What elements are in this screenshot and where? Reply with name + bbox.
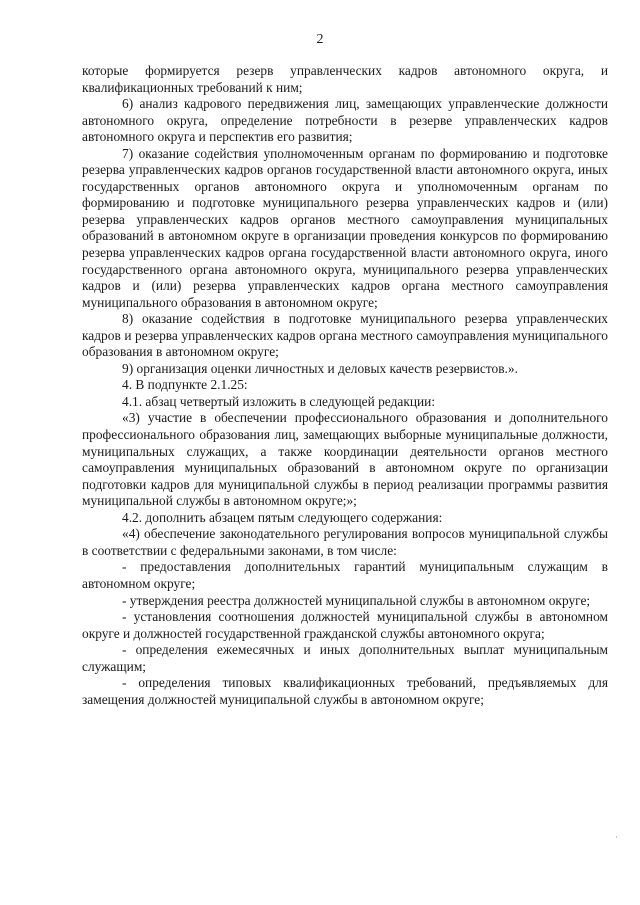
paragraph: 9) организация оценки личностных и деловых качеств резервистов.». — [122, 360, 518, 376]
paragraph: 8) оказание содействия в подготовке муниципального резерва управленческих кадров и резерва управленческих кадров органа местного самоуправления муниципального образования в автономном округе; — [82, 311, 608, 360]
paragraph: 6) анализ кадрового передвижения лиц, замещающих управленческие должности автономного округа, определение потребности в резерве управленческих кадров автономного округа и перспектив его развития; — [82, 96, 608, 145]
paragraph: 4. В подпункте 2.1.25: — [122, 377, 248, 393]
paragraph: которые формируется резерв управленческих кадров автономного округа, и квалификационных требований к ним; — [82, 63, 608, 95]
page-number: 2 — [316, 32, 324, 47]
paragraph: «3) участие в обеспечении профессионального образования и дополнительного профессионального образования лиц, замещающих выборные муниципальные должности, муниципальных служащих, а также координации деятельности органов местного самоуправления муниципальных образований в автономном округе по организации подготовки кадров для муниципальной службы в период реализации программы развития муниципальной службы в автономном округе;»; — [82, 410, 608, 509]
paragraph: - установления соотношения должностей муниципальной службы в автономном округе и должностей государственной гражданской службы автономного округа; — [82, 609, 608, 641]
paragraph: - определения типовых квалификационных требований, предъявляемых для замещения должностей муниципальной службы в автономном округе; — [82, 675, 608, 707]
paragraph: - определения ежемесячных и иных дополнительных выплат муниципальным служащим; — [82, 642, 608, 674]
document-body — [82, 63, 608, 708]
paragraph: 4.1. абзац четвертый изложить в следующей редакции: — [122, 393, 436, 409]
paragraph: - утверждения реестра должностей муниципальной службы в автономном округе; — [122, 592, 591, 608]
paragraph: «4) обеспечение законодательного регулирования вопросов муниципальной службы в соответствии с федеральными законами, в том числе: — [82, 526, 608, 558]
margin-mark: · — [615, 832, 618, 842]
paragraph: 4.2. дополнить абзацем пятым следующего содержания: — [122, 509, 443, 525]
paragraph: 7) оказание содействия уполномоченным органам по формированию и подготовке резерва управленческих кадров органов государственной власти автономного округа, иных государственных органов автономного округа и уполномоченным органам по формированию и подготовке муниципального резерва управленческих кадров и (или) резерва управленческих кадров органов местного самоуправления муниципальных образований в автономном округе в организации проведения конкурсов по формированию резерва управленческих кадров органа государственной власти автономного округа, иного государственного органа автономного округа, муниципального резерва управленческих кадров и (или) резерва управленческих кадров органа местного самоуправления муниципального образования в автономном округе; — [82, 145, 608, 310]
paragraph: - предоставления дополнительных гарантий муниципальным служащим в автономном округе; — [82, 559, 608, 591]
